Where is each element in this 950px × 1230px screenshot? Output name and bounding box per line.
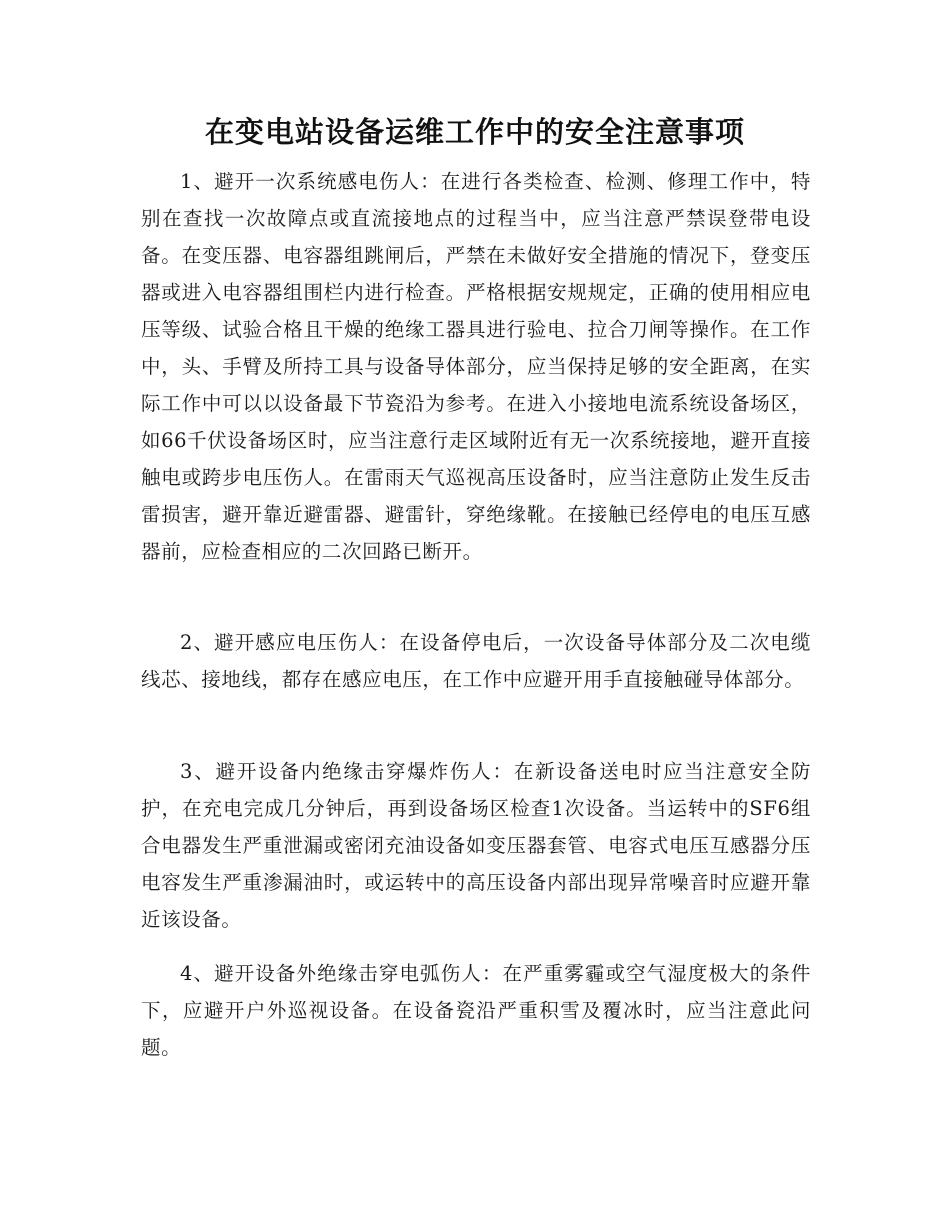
document-title: 在变电站设备运维工作中的安全注意事项 [204, 115, 745, 149]
paragraph-4: 4、避开设备外绝缘击穿电弧伤人：在严重雾霾或空气湿度极大的条件下，应避开户外巡视设备。在设备瓷沿严重积雪及覆冰时，应当注意此问题。 [141, 962, 811, 1059]
paragraph-1: 1、避开一次系统感电伤人：在进行各类检查、检测、修理工作中，特别在查找一次故障点或直流接地点的过程当中，应当注意严禁误登带电设备。在变压器、电容器组跳闸后，严禁在未做好安全措施的情况下，登变压器或进入电容器组围栏内进行检查。严格根据安规规定，正确的使用相应电压等级、试验合格且干燥的绝缘工器具进行验电、拉合刀闸等操作。在工作中，头、手臂及所持工具与设备导体部分，应当保持足够的安全距离，在实际工作中可以以设备最下节瓷沿为参考。在进入小接地电流系统设备场区，如66千伏设备场区时，应当注意行走区域附近有无一次系统接地，避开直接触电或跨步电压伤人。在雷雨天气巡视高压设备时，应当注意防止发生反击雷损害，避开靠近避雷器、避雷针，穿绝缘靴。在接触已经停电的电压互感器前，应检查相应的二次回路已断开。 [141, 170, 811, 563]
paragraph-2: 2、避开感应电压伤人：在设备停电后，一次设备导体部分及二次电缆线芯、接地线，都存在感应电压，在工作中应避开用手直接触碰导体部分。 [141, 631, 811, 691]
paragraph-3: 3、避开设备内绝缘击穿爆炸伤人：在新设备送电时应当注意安全防护，在充电完成几分钟后，再到设备场区检查1次设备。当运转中的SF6组合电器发生严重泄漏或密闭充油设备如变压器套管、电容式电压互感器分压电容发生严重渗漏油时，或运转中的高压设备内部出现异常噪音时应避开靠近该设备。 [141, 760, 811, 931]
